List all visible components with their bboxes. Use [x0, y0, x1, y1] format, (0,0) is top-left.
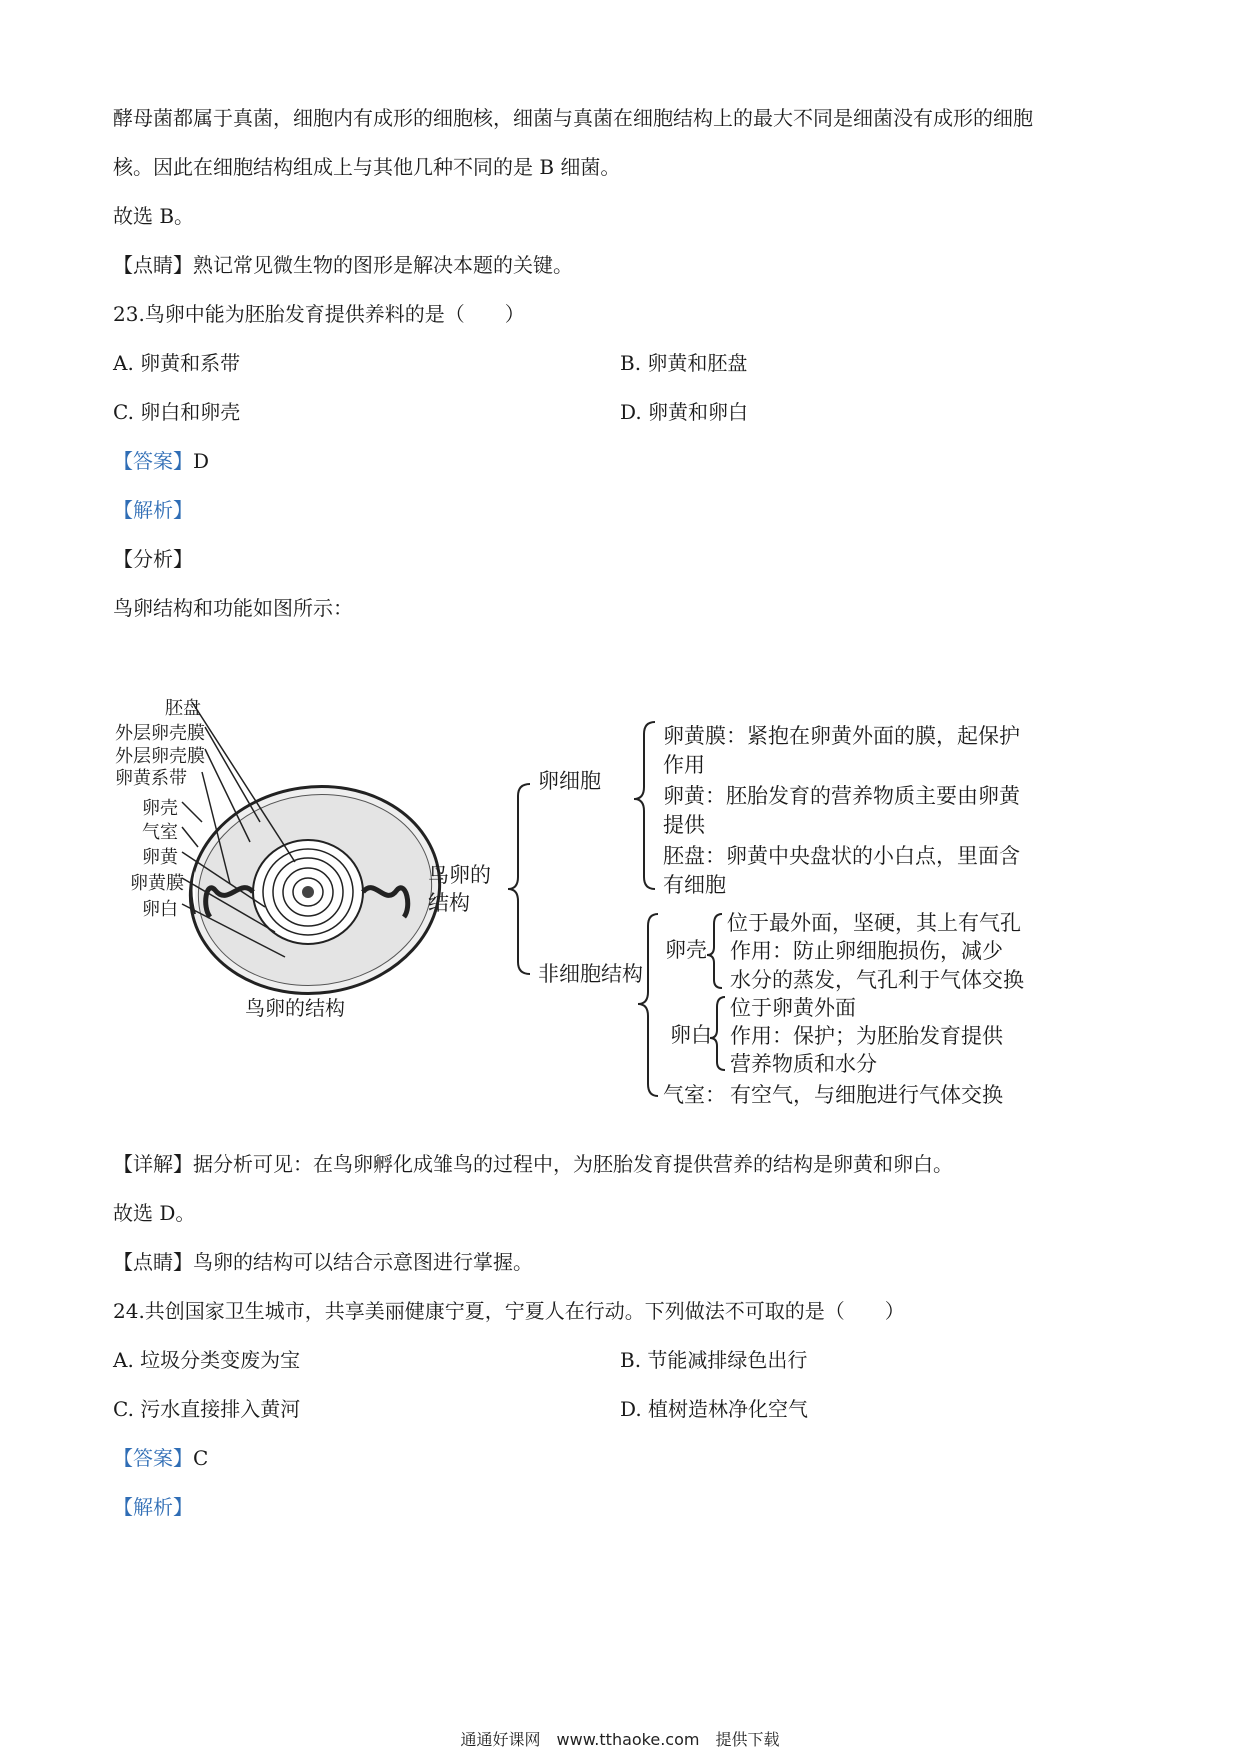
albumen-item-1: 位于卵黄外面: [730, 996, 856, 1020]
intro-line-1: 酵母菌都属于真菌，细胞内有成形的细胞核，细菌与真菌在细胞结构上的最大不同是细菌没有成形的细胞: [113, 106, 1033, 130]
brace-shell: [707, 914, 722, 988]
cell-item-4: 提供: [663, 813, 705, 837]
brace-noncell: [638, 914, 658, 1096]
brace-albumen: [710, 997, 725, 1070]
q23-option-a: A. 卵黄和系带: [113, 351, 241, 375]
air-cell-node: 气室：: [663, 1083, 726, 1107]
q23-answer: [113, 447, 209, 475]
intro-line-2: 核。因此在细胞结构组成上与其他几种不同的是 B 细菌。: [113, 155, 621, 179]
egg-structure-diagram: [110, 692, 1100, 1122]
air-cell-item: 有空气，与细胞进行气体交换: [730, 1083, 1003, 1107]
answer-tag: 【答案】: [113, 1446, 193, 1470]
intro-choice: 故选 B。: [113, 204, 195, 228]
q24-option-c: C. 污水直接排入黄河: [113, 1397, 301, 1421]
page-footer: 通通好课网 www.tthaoke.com 提供下载: [460, 1730, 780, 1749]
q24-option-a: A. 垃圾分类变废为宝: [113, 1348, 301, 1372]
shell-item-2: 作用：防止卵细胞损伤，减少: [730, 939, 1003, 963]
brace-root: [508, 784, 530, 974]
q23-fenxi: 【分析】: [113, 547, 193, 571]
q24-analysis-tag: 【解析】: [113, 1495, 193, 1519]
q23-option-c: C. 卵白和卵壳: [113, 400, 241, 424]
shell-item-3: 水分的蒸发，气孔利于气体交换: [730, 968, 1024, 992]
q23-figure-intro: 鸟卵结构和功能如图所示：: [113, 596, 353, 620]
answer-value: D: [193, 449, 210, 473]
shell-item-1: 位于最外面，坚硬，其上有气孔: [727, 911, 1021, 935]
tree-root-line-1: 鸟卵的: [428, 863, 491, 887]
cell-item-1: 卵黄膜：紧抱在卵黄外面的膜，起保护: [663, 724, 1020, 748]
tree-node-noncell: 非细胞结构: [538, 962, 643, 986]
egg-label-outer-membrane: 外层卵壳膜: [115, 723, 205, 744]
intro-tip: 【点睛】熟记常见微生物的图形是解决本题的关键。: [113, 253, 573, 277]
q23-option-b: B. 卵黄和胚盘: [620, 351, 748, 375]
q23-choice: 故选 D。: [113, 1201, 196, 1225]
answer-tag: 【答案】: [113, 449, 193, 473]
egg-label-yolk: 卵黄: [142, 847, 178, 868]
q23-stem: 23.鸟卵中能为胚胎发育提供养料的是（ ）: [113, 302, 525, 326]
shell-node: 卵壳: [665, 938, 707, 962]
albumen-node: 卵白: [670, 1023, 712, 1047]
cell-item-3: 卵黄：胚胎发育的营养物质主要由卵黄: [663, 784, 1020, 808]
cell-item-2: 作用: [663, 753, 705, 777]
albumen-item-3: 营养物质和水分: [730, 1052, 877, 1076]
answer-value: C: [193, 1446, 209, 1470]
q24-answer: [113, 1444, 208, 1472]
cell-item-6: 有细胞: [663, 873, 726, 897]
q23-option-d: D. 卵黄和卵白: [620, 400, 749, 424]
q24-stem: 24.共创国家卫生城市，共享美丽健康宁夏，宁夏人在行动。下列做法不可取的是（ ）: [113, 1299, 905, 1323]
egg-caption: 鸟卵的结构: [245, 996, 345, 1020]
q24-option-b: B. 节能减排绿色出行: [620, 1348, 808, 1372]
cell-item-5: 胚盘：卵黄中央盘状的小白点，里面含: [663, 844, 1020, 868]
albumen-item-2: 作用：保护；为胚胎发育提供: [730, 1024, 1003, 1048]
egg-label-yolk-membrane: 卵黄膜: [130, 873, 184, 894]
egg-label-chalaza: 卵黄系带: [115, 768, 187, 789]
q24-option-d: D. 植树造林净化空气: [620, 1397, 809, 1421]
q23-tip: 【点睛】鸟卵的结构可以结合示意图进行掌握。: [113, 1250, 533, 1274]
q23-detail: 【详解】据分析可见：在鸟卵孵化成雏鸟的过程中，为胚胎发育提供营养的结构是卵黄和卵白。: [113, 1152, 953, 1176]
egg-label-embryo-disc: 胚盘: [165, 698, 201, 719]
q23-analysis-tag: 【解析】: [113, 498, 193, 522]
tree-node-egg-cell: 卵细胞: [538, 769, 601, 793]
egg-label-air-cell: 气室: [142, 822, 178, 843]
egg-label-outer-membrane-2: 外层卵壳膜: [115, 746, 205, 767]
brace-egg-cell: [634, 722, 655, 889]
egg-label-shell: 卵壳: [142, 798, 178, 819]
tree-root-line-2: 结构: [428, 891, 470, 915]
egg-label-albumen: 卵白: [142, 899, 178, 920]
egg-illustration: [177, 702, 453, 1009]
